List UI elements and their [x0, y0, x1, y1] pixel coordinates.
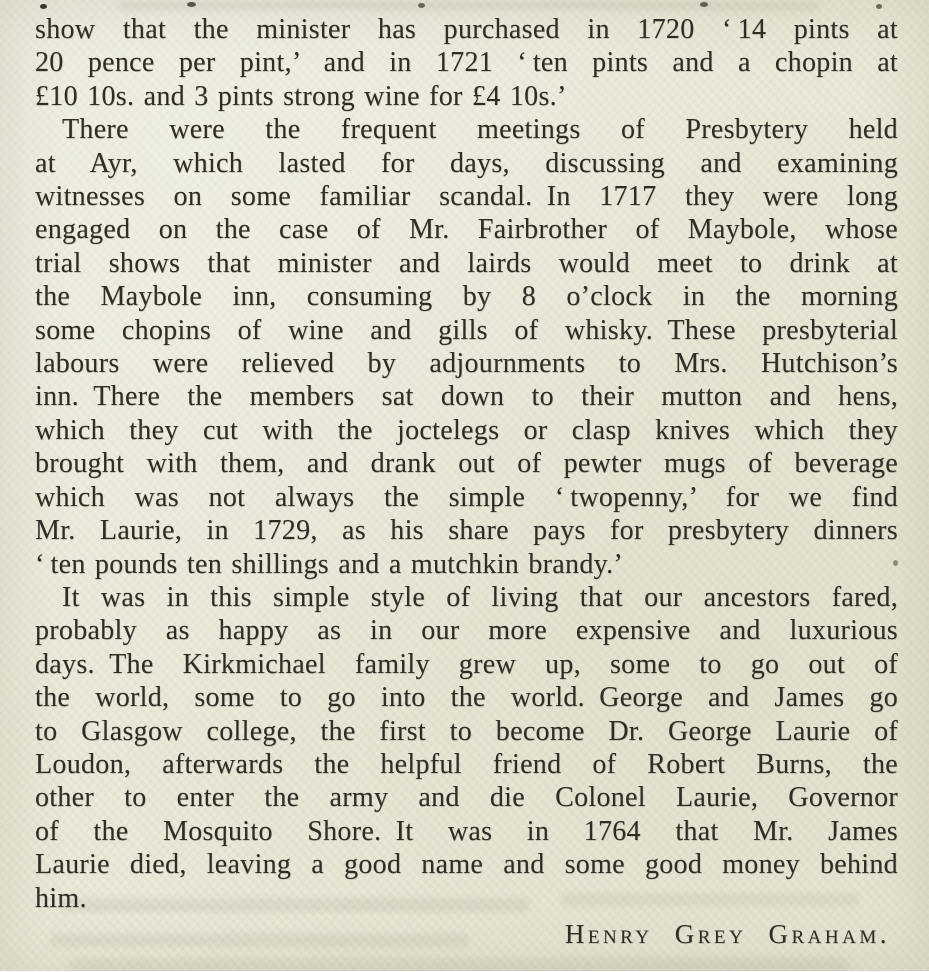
text-line: days. The Kirkmichael family grew up, some to go out of	[35, 648, 898, 680]
text-line: brought with them, and drank out of pewter mugs of beverage	[35, 448, 898, 480]
text-line: ‘ ten pounds ten shillings and a mutchkin brandy.’	[35, 548, 624, 580]
text-line: the world, some to go into the world. George and James go	[35, 682, 898, 714]
text-line: 20 pence per pint,’ and in 1721 ‘ ten pints and a chopin at	[35, 47, 898, 79]
text-line: Loudon, afterwards the helpful friend of Robert Burns, the	[35, 748, 898, 780]
text-line: Mr. Laurie, in 1729, as his share pays for presbytery dinners	[35, 515, 898, 547]
text-line: of the Mosquito Shore. It was in 1764 that Mr. James	[35, 815, 898, 847]
text-line: labours were relieved by adjournments to Mrs. Hutchison’s	[35, 348, 898, 380]
text-line: at Ayr, which lasted for days, discussing and examining	[35, 147, 898, 179]
text-block	[35, 13, 898, 915]
text-line: inn. There the members sat down to their mutton and hens,	[35, 381, 898, 413]
text-line: trial shows that minister and lairds would meet to drink at	[35, 247, 898, 279]
text-line: engaged on the case of Mr. Fairbrother of Maybole, whose	[35, 214, 898, 246]
text-line: which was not always the simple ‘ twopenny,’ for we find	[35, 481, 898, 513]
author-signature: Henry Grey Graham.	[564, 918, 890, 949]
text-line: probably as happy as in our more expensive and luxurious	[35, 615, 898, 647]
text-line: witnesses on some familiar scandal. In 1717 they were long	[35, 181, 898, 213]
text-line: to Glasgow college, the first to become Dr. George Laurie of	[35, 715, 898, 747]
text-line: him.	[35, 882, 87, 914]
text-line: other to enter the army and die Colonel Laurie, Governor	[35, 782, 898, 814]
text-line: some chopins of wine and gills of whisky. These presbyterial	[35, 314, 898, 346]
text-line: show that the minister has purchased in 1720 ‘ 14 pints at	[35, 14, 898, 45]
text-line: There were the frequent meetings of Presbytery held	[62, 114, 898, 146]
text-line: It was in this simple style of living that our ancestors fared,	[62, 581, 898, 613]
text-line: £10 10s. and 3 pints strong wine for £4 10s.’	[35, 80, 567, 112]
text-line: the Maybole inn, consuming by 8 o’clock in the morning	[35, 281, 898, 313]
text-line: Laurie died, leaving a good name and some good money behind	[35, 849, 898, 881]
text-line: which they cut with the joctelegs or clasp knives which they	[35, 414, 898, 446]
